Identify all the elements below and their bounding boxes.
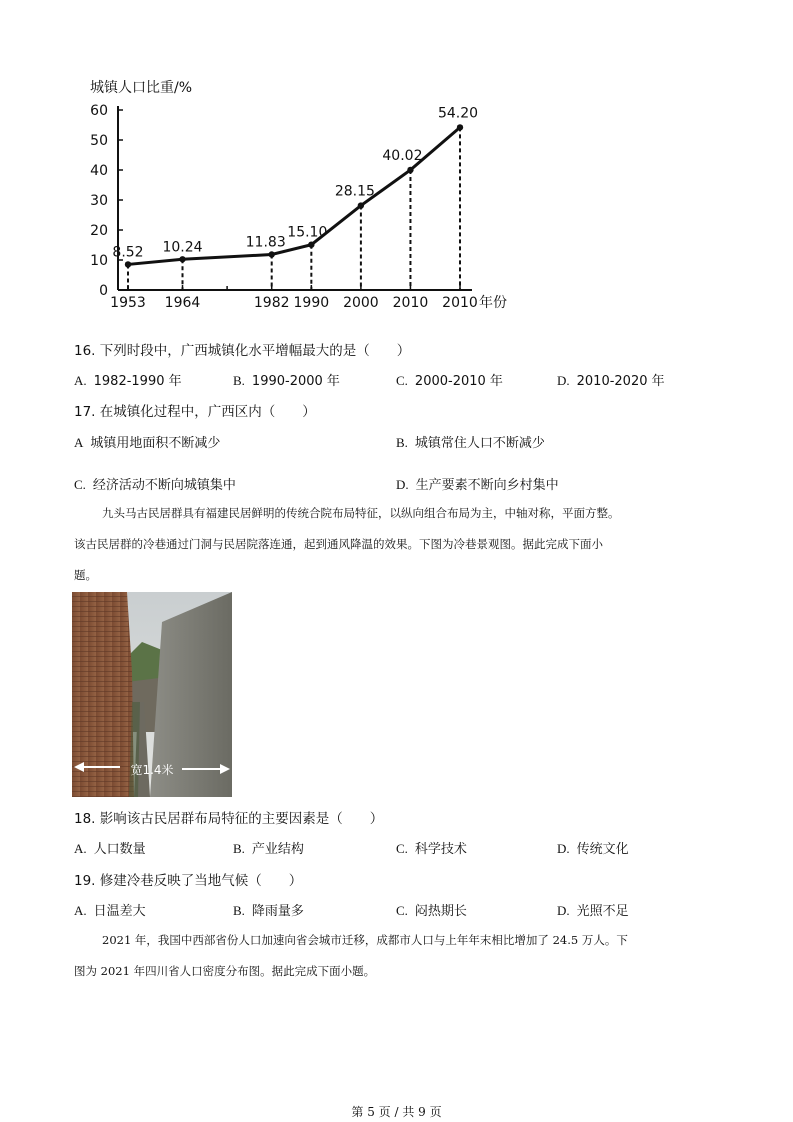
passage-2-line-1: 2021 年，我国中西部省份人口加速向省会城市迁移，成都市人口与上年年末相比增加了 24.5 万人。下 [102,933,628,947]
q16-option-c[interactable] [396,370,503,389]
q16-option-a[interactable] [74,370,182,389]
option-letter: C. [74,477,86,492]
q17-option-d[interactable] [396,474,559,493]
x-tick-label: 1982 [253,295,290,311]
y-tick-label: 50 [90,133,108,149]
option-letter: C. [396,903,408,918]
x-tick-label: 2010 [442,295,478,311]
option-letter: D. [557,373,570,388]
option-letter: D. [557,903,570,918]
x-tick-label: 1990 [293,295,330,311]
option-letter: A [74,435,84,450]
passage-1-line-3: 题。 [74,568,97,582]
x-tick-label: 2010 [392,295,429,311]
option-letter: C. [396,373,408,388]
data-label: 54.20 [437,105,479,122]
data-point [457,124,463,130]
data-label: 15.10 [287,224,328,241]
data-label: 28.15 [334,183,375,200]
option-letter: A. [74,903,87,918]
option-text: 光照不足 [576,904,629,919]
data-label: 40.02 [382,147,423,164]
y-tick-label: 60 [90,103,108,119]
option-text: 城镇常住人口不断减少 [414,436,545,451]
q17-option-c[interactable] [74,474,236,493]
q19-option-b[interactable] [233,900,304,919]
option-letter: C. [396,841,408,856]
data-label: 8.52 [112,244,144,261]
y-tick-label: 10 [90,253,108,269]
y-axis-label: 城镇人口比重/% [90,80,193,96]
q18-option-b[interactable] [233,838,304,857]
option-text: 产业结构 [251,842,304,857]
y-tick-label: 20 [90,223,108,239]
q18-option-d[interactable] [557,838,629,857]
data-point [125,261,131,267]
y-tick-label: 40 [90,163,108,179]
q18-option-a[interactable] [74,838,146,857]
option-letter: B. [233,373,245,388]
q17-option-b[interactable] [396,432,545,451]
q16-option-b[interactable] [233,370,340,389]
q19-option-a[interactable] [74,900,146,919]
question-19-stem: 19. 修建冷巷反映了当地气候（ ） [74,873,303,889]
x-tick-label: 2000 [343,295,379,311]
y-tick-label: 30 [90,193,108,209]
option-text: 1990-2000 年 [251,374,340,389]
data-label: 10.24 [162,239,203,256]
question-16-stem: 16. 下列时段中，广西城镇化水平增幅最大的是（ ） [74,343,411,359]
option-text: 闷热期长 [414,904,467,919]
q19-option-d[interactable] [557,900,629,919]
question-18-stem: 18. 影响该古民居群布局特征的主要因素是（ ） [74,811,384,827]
option-text: 传统文化 [576,842,629,857]
q17-option-a[interactable] [74,432,220,451]
x-tick-label: 1953 [110,295,146,311]
option-text: 2010-2020 年 [576,374,665,389]
passage-1-line-1: 九头马古民居群具有福建民居鲜明的传统合院布局特征，以纵向组合布局为主，中轴对称，平面方整。 [102,506,620,520]
x-tick-label: 1964 [164,295,201,311]
option-letter: A. [74,841,87,856]
data-point [407,167,413,173]
data-point [308,242,314,248]
option-letter: A. [74,373,87,388]
option-letter: B. [233,841,245,856]
data-label: 11.83 [245,234,286,251]
data-point [179,256,185,262]
y-tick-label: 0 [99,283,108,299]
q19-option-c[interactable] [396,900,467,919]
option-text: 科学技术 [414,842,467,857]
alley-width-caption: 宽1.4米 [130,763,174,777]
passage-2-line-2: 图为 2021 年四川省人口密度分布图。据此完成下面小题。 [74,964,376,978]
q16-option-d[interactable] [557,370,665,389]
option-text: 人口数量 [93,842,146,857]
option-text: 经济活动不断向城镇集中 [92,478,236,493]
option-text: 降雨量多 [251,904,304,919]
option-text: 1982-1990 年 [93,374,182,389]
passage-1-line-2: 该古民居群的冷巷通过门洞与民居院落连通，起到通风降温的效果。下图为冷巷景观图。据此完成下面小 [74,537,603,551]
data-point [358,202,364,208]
page-footer: 第 5 页 / 共 9 页 [351,1105,442,1119]
option-text: 城镇用地面积不断减少 [90,436,221,451]
urbanization-line-chart [60,70,530,320]
option-text: 日温差大 [93,904,146,919]
option-letter: B. [396,435,408,450]
data-point [269,251,275,257]
option-letter: B. [233,903,245,918]
option-text: 2000-2010 年 [414,374,503,389]
cold-alley-photo [72,592,232,797]
question-17-stem: 17. 在城镇化过程中，广西区内（ ） [74,404,316,420]
x-axis-label: 年份 [479,295,507,311]
q18-option-c[interactable] [396,838,467,857]
option-text: 生产要素不断向乡村集中 [415,478,559,493]
option-letter: D. [557,841,570,856]
option-letter: D. [396,477,409,492]
